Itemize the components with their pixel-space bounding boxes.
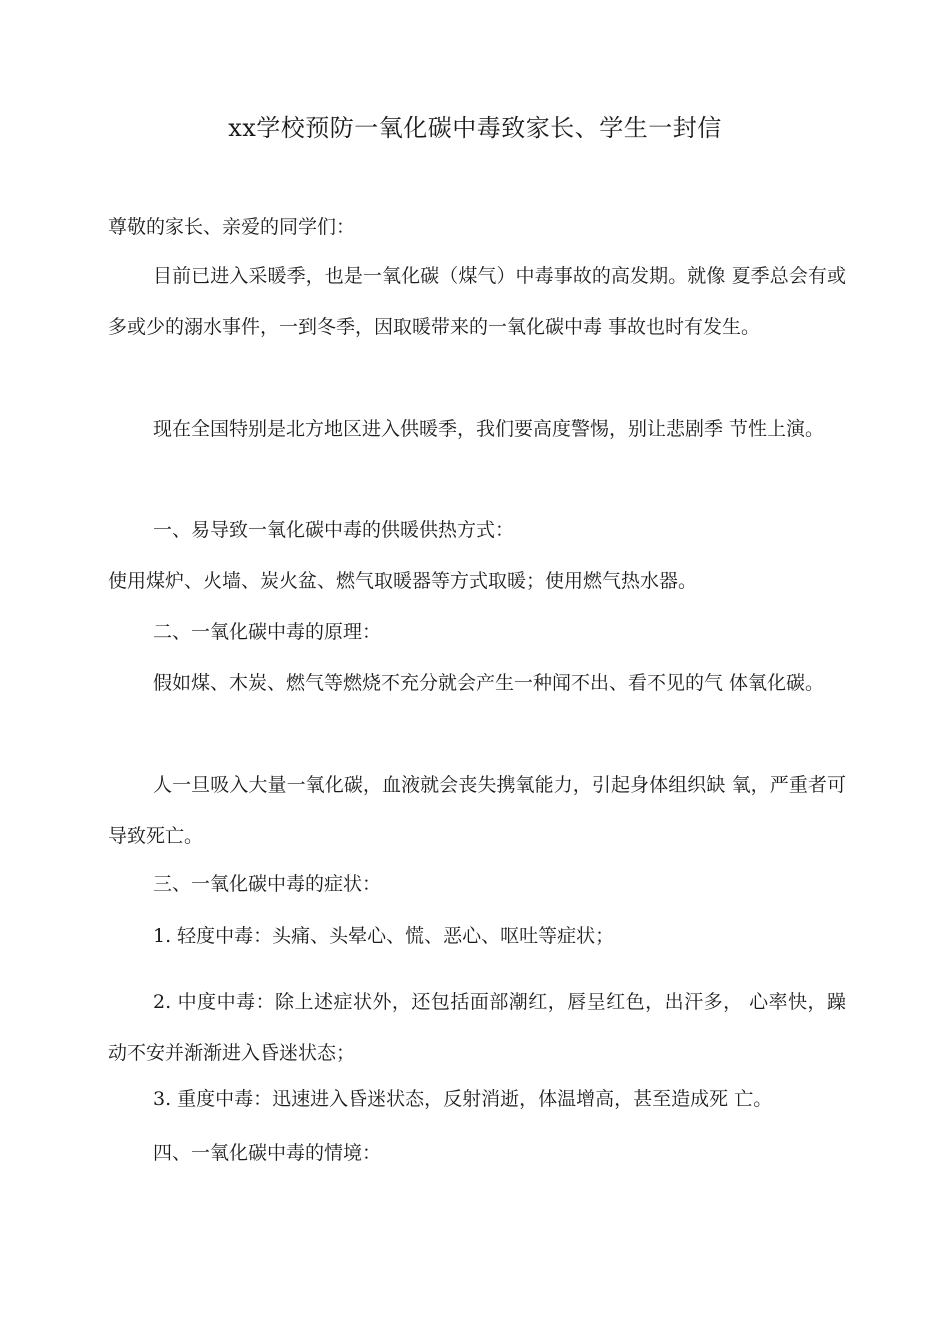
- paragraph-principle-1: 假如煤、木炭、燃气等燃烧不充分就会产生一种闻不出、看不见的气 体氧化碳。: [153, 672, 825, 694]
- section-heading-1: 一、易导致一氧化碳中毒的供暖供热方式：: [153, 519, 515, 541]
- paragraph-warning: 现在全国特别是北方地区进入供暖季，我们要高度警惕，别让悲剧季 节性上演。: [153, 418, 825, 440]
- paragraph-principle-2: 人一旦吸入大量一氧化碳，血液就会丧失携氧能力，引起身体组织缺 氧，严重者可导致死亡。: [108, 774, 846, 847]
- section-heading-2: 二、一氧化碳中毒的原理：: [153, 621, 382, 643]
- paragraph-heating-methods: 使用煤炉、火墙、炭火盆、燃气取暖器等方式取暖；使用燃气热水器。: [108, 570, 698, 592]
- symptom-mild: 1. 轻度中毒：头痛、头晕心、慌、恶心、呕吐等症状；: [153, 925, 615, 947]
- section-heading-3: 三、一氧化碳中毒的症状：: [153, 873, 382, 895]
- document-title: xx学校预防一氧化碳中毒致家长、学生一封信: [228, 114, 722, 142]
- symptom-severe: 3. 重度中毒：迅速进入昏迷状态，反射消逝，体温增高，甚至造成死 亡。: [153, 1088, 773, 1110]
- salutation: 尊敬的家长、亲爱的同学们：: [108, 216, 356, 238]
- symptom-moderate: 2. 中度中毒：除上述症状外，还包括面部潮红，唇呈红色，出汗多， 心率快，躁动不安并渐渐进入昏迷状态；: [108, 991, 846, 1064]
- paragraph-intro: 目前已进入采暖季，也是一氧化碳（煤气）中毒事故的高发期。就像 夏季总会有或多或少的溺水事件，一到冬季，因取暖带来的一氧化碳中毒 事故也时有发生。: [108, 265, 846, 338]
- section-heading-4: 四、一氧化碳中毒的情境：: [153, 1142, 382, 1164]
